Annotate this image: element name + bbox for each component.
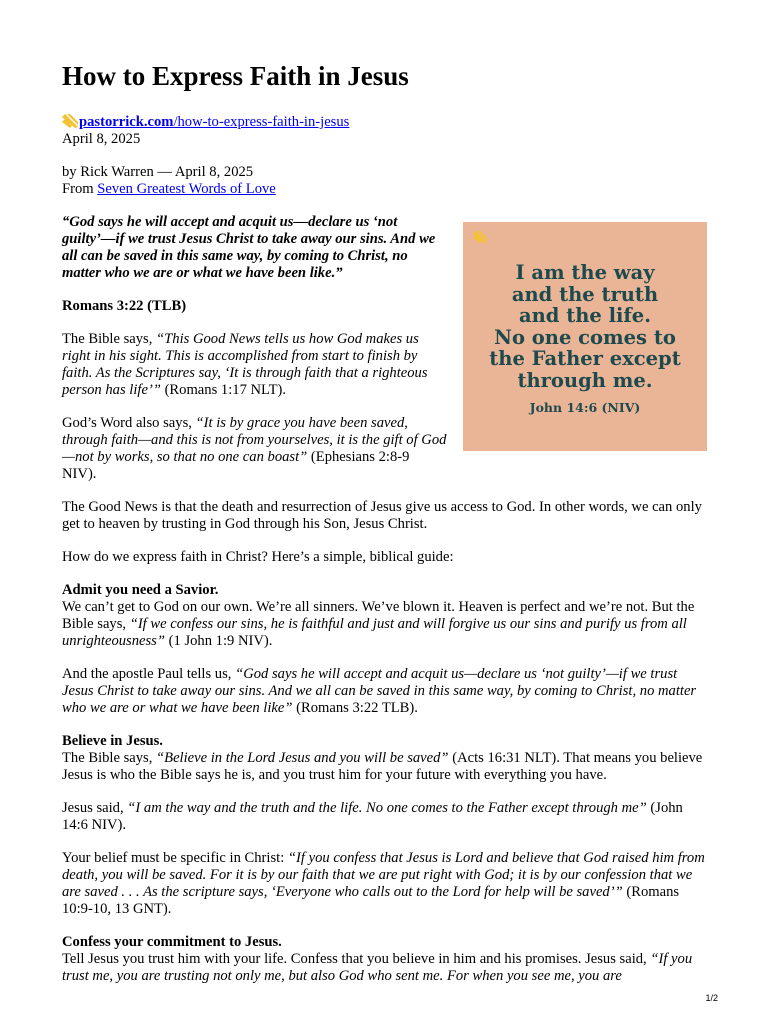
source-line bbox=[62, 114, 707, 131]
article bbox=[62, 60, 707, 1001]
section-heading: Believe in Jesus. bbox=[62, 733, 163, 749]
paragraph-guide-intro: How do we express faith in Christ? Here’s a simple, biblical guide: bbox=[62, 549, 454, 565]
paragraph-romans-1-17: The Bible says, “This Good News tells us how God makes us right in his sight. This is accomplished from start to finish by faith. As the Scriptures say, ‘It is through faith that a righteous person has life’” (Romans 1:17 NLT). bbox=[62, 331, 428, 398]
from-link[interactable]: Seven Greatest Words of Love bbox=[97, 181, 276, 197]
verse-card-text: I am the way and the truth and the life. No one comes to the Father except through me. bbox=[489, 261, 681, 392]
paragraph-good-news: The Good News is that the death and resurrection of Jesus give us access to God. In other words, we can only get to heaven by trusting in God through his Son, Jesus Christ. bbox=[62, 499, 702, 532]
section-heading: Confess your commitment to Jesus. bbox=[62, 934, 282, 950]
page-title: How to Express Faith in Jesus bbox=[62, 61, 409, 91]
page-number: 1/2 bbox=[705, 993, 718, 1003]
source-link[interactable]: pastorrick.com/how-to-express-faith-in-jesus bbox=[79, 114, 350, 130]
verse-card-reference: John 14:6 (NIV) bbox=[529, 400, 641, 415]
paragraph-john-14-6: Jesus said, “I am the way and the truth and the life. No one comes to the Father except through me” (John 14:6 NIV). bbox=[62, 800, 683, 833]
source-date: April 8, 2025 bbox=[62, 131, 141, 147]
lead-quote: “God says he will accept and acquit us—declare us ‘not guilty’—if we trust Jesus Christ to take away our sins. And we all can be saved in this same way, by coming to Christ, no matter who we are or what we have been like.” bbox=[62, 214, 436, 281]
pastorrick-logo-icon bbox=[473, 230, 487, 244]
section-heading: Admit you need a Savior. bbox=[62, 582, 219, 598]
lead-reference: Romans 3:22 (TLB) bbox=[62, 298, 187, 314]
byline: by Rick Warren — April 8, 2025 bbox=[62, 164, 254, 180]
verse-card-image bbox=[463, 222, 707, 451]
paragraph-ephesians: God’s Word also says, “It is by grace you have been saved, through faith—and this is not from yourselves, it is the gift of God—not by works, so that no one can boast” (Ephesians 2:8-9 NIV). bbox=[62, 415, 447, 482]
section-admit: Admit you need a Savior. We can’t get to God on our own. We’re all sinners. We’ve blown it. Heaven is perfect and we’re not. But the Bible says, “If we confess our sins, he is faithful and just and will forgive us our sins and purify us from all unrighteousness” (1 John 1:9 NIV). bbox=[62, 582, 695, 649]
section-believe: Believe in Jesus. The Bible says, “Believe in the Lord Jesus and you will be saved” (Acts 16:31 NLT). That means you believe Jesus is who the Bible says he is, and you trust him for your future with everything you have. bbox=[62, 733, 703, 783]
paragraph-romans-10: Your belief must be specific in Christ: “If you confess that Jesus is Lord and believe that God raised him from death, you will be saved. For it is by our faith that we are put right with God; it is by our confession that we are saved . . . As the scripture says, ‘Everyone who calls out to the Lord for help will be saved’” (Romans 10:9-10, 13 GNT). bbox=[62, 850, 705, 917]
pastorrick-logo-icon bbox=[62, 114, 78, 128]
section-confess: Confess your commitment to Jesus. Tell Jesus you trust him with your life. Confess that you believe in him and his promises. Jesus said, “If you trust me, you are trusting not only me, but also God who sent me. For when you see me, you are bbox=[62, 934, 693, 984]
paragraph-paul: And the apostle Paul tells us, “God says he will accept and acquit us—declare us ‘not guilty’—if we trust Jesus Christ to take away our sins. And we all can be saved in this same way, by coming to Christ, no matter who we are or what we have been like” (Romans 3:22 TLB). bbox=[62, 666, 697, 716]
from-line: From Seven Greatest Words of Love bbox=[62, 181, 276, 197]
